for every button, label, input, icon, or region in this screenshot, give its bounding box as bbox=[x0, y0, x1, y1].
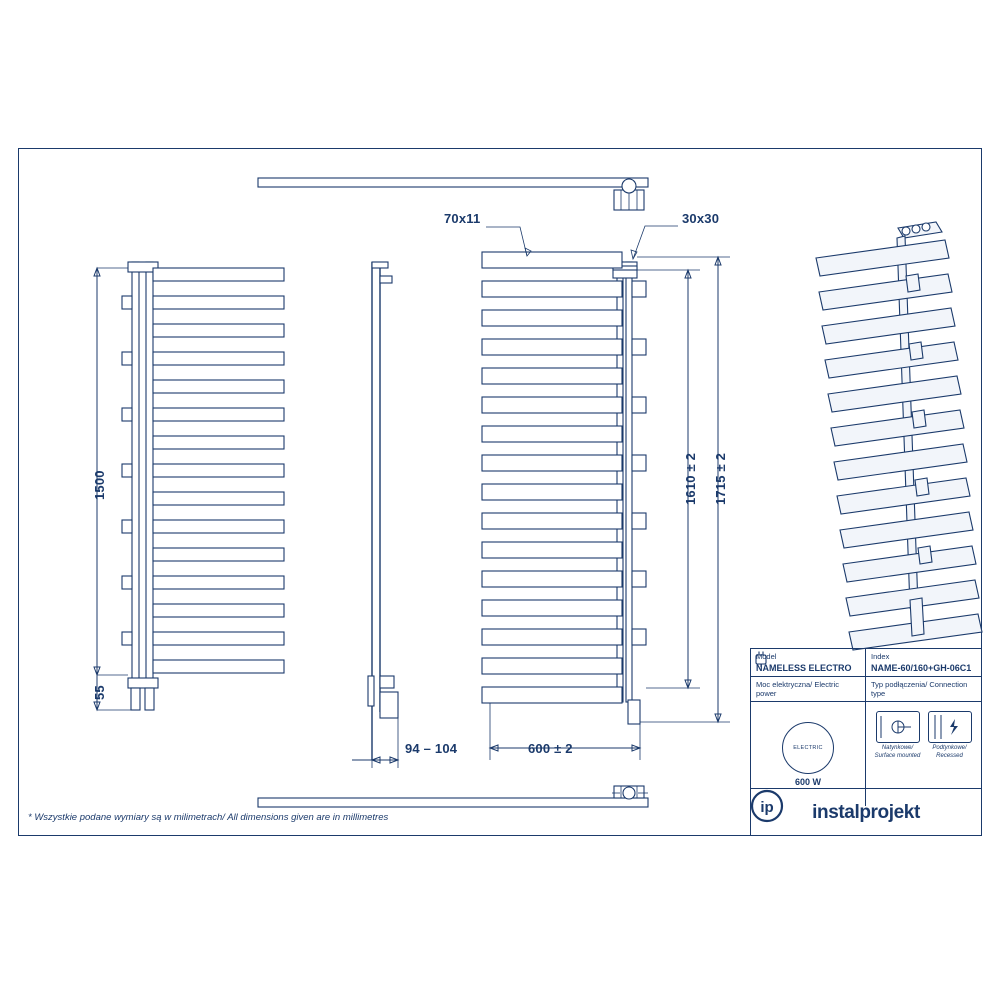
brand-block bbox=[750, 788, 982, 836]
connection-label: Typ podłączenia/ Connection type bbox=[871, 680, 968, 698]
top-bracket-view bbox=[258, 178, 648, 210]
dimension-bottom-offset-55: 55 bbox=[92, 685, 107, 700]
dimension-height-1610: 1610 ± 2 bbox=[683, 452, 698, 505]
power-value: 600 W bbox=[794, 777, 821, 787]
dimension-depth: 94 – 104 bbox=[405, 741, 458, 756]
footnote-units: * Wszystkie podane wymiary są w milimetrach/ All dimensions given are in millimetres bbox=[28, 812, 389, 823]
power-header-cell bbox=[751, 677, 866, 701]
electric-badge-icon bbox=[782, 722, 834, 774]
model-label: Model bbox=[756, 652, 777, 661]
dimension-height-1500: 1500 bbox=[92, 470, 107, 500]
surface-mounted-icon bbox=[876, 711, 920, 743]
recessed-icon bbox=[928, 711, 972, 743]
plug-icon bbox=[751, 649, 771, 669]
svg-text:ip: ip bbox=[760, 799, 774, 816]
power-label: Moc elektryczna/ Electric power bbox=[756, 680, 839, 698]
label-bar-profile: 70x11 bbox=[444, 211, 481, 226]
label-connector-profile: 30x30 bbox=[682, 211, 720, 226]
perspective-view bbox=[816, 222, 982, 650]
bottom-bracket-view bbox=[258, 786, 648, 807]
model-value: NAMELESS ELECTRO bbox=[756, 663, 852, 673]
side-view bbox=[352, 262, 398, 768]
recessed-caption: Podtynkowe/ Recessed bbox=[932, 745, 967, 759]
front-view-left bbox=[94, 262, 284, 710]
instalprojekt-logo-icon bbox=[750, 789, 784, 823]
brand-name: instalprojekt bbox=[812, 801, 920, 823]
surface-mounted-caption: Natynkowe/ Surface mounted bbox=[874, 745, 921, 759]
index-cell bbox=[866, 649, 981, 676]
dimension-width: 600 ± 2 bbox=[528, 741, 573, 756]
dimension-total-height-1715: 1715 ± 2 bbox=[713, 452, 728, 505]
electric-badge-caption: ELECTRIC bbox=[793, 745, 823, 751]
index-label: Index bbox=[871, 652, 890, 661]
index-value: NAME-60/160+GH-06C1 bbox=[871, 663, 972, 673]
connection-header-cell bbox=[866, 677, 981, 701]
